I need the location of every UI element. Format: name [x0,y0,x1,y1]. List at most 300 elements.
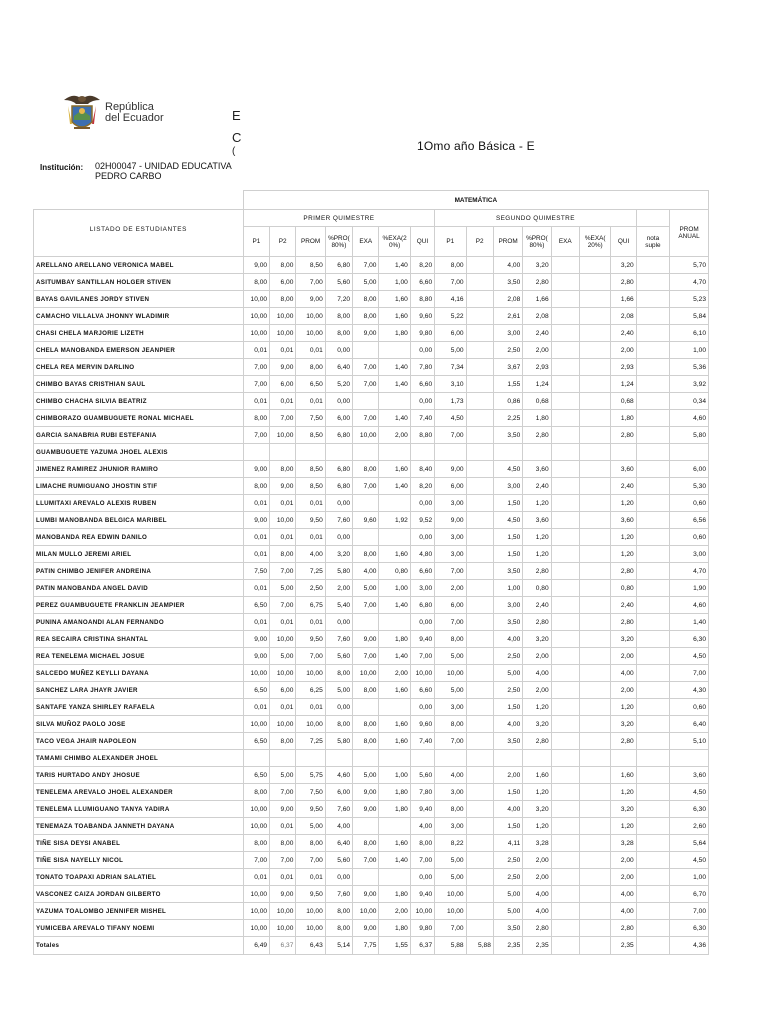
grade-cell: 2,50 [493,342,522,359]
grade-cell: 5,80 [325,563,352,580]
student-name: LLUMITAXI AREVALO ALEXIS RUBEN [34,495,244,512]
grade-cell [466,750,493,767]
grade-cell: 0,01 [270,393,296,410]
grade-cell: 0,00 [410,393,434,410]
grade-cell [435,444,466,461]
student-name: TENEMAZA TOABANDA JANNETH DAYANA [34,818,244,835]
grade-cell: 8,40 [410,461,434,478]
grade-cell: 9,80 [410,325,434,342]
grade-cell: 7,20 [325,291,352,308]
table-row [34,903,709,920]
grade-cell: 6,50 [296,376,325,393]
student-name: JIMENEZ RAMIREZ JHUNIOR RAMIRO [34,461,244,478]
grade-cell: 3,50 [493,614,522,631]
grade-cell: 3,00 [435,529,466,546]
grade-cell [636,699,669,716]
grade-cell: 0,01 [296,393,325,410]
grade-cell [636,274,669,291]
grade-cell: 4,00 [611,665,636,682]
grade-cell: 7,00 [270,852,296,869]
student-name: CHELA REA MERVIN DARLINO [34,359,244,376]
grade-cell: 0,01 [296,614,325,631]
grade-cell: 4,36 [670,937,709,955]
grade-cell: 7,80 [410,784,434,801]
grade-cell: 9,00 [296,291,325,308]
grade-cell [579,614,610,631]
grade-cell: 9,40 [410,631,434,648]
student-name: CAMACHO VILLALVA JHONNY WLADIMIR [34,308,244,325]
grade-cell: 4,00 [493,631,522,648]
grade-cell: 0,80 [379,563,410,580]
grade-cell [551,325,579,342]
grade-cell [551,801,579,818]
grade-cell: 3,60 [670,767,709,784]
grade-cell [636,563,669,580]
grade-cell [579,699,610,716]
grade-cell: 8,00 [353,835,379,852]
table-row [34,376,709,393]
grade-cell [466,903,493,920]
student-name: TONATO TOAPAXI ADRIAN SALATIEL [34,869,244,886]
grade-cell: 6,40 [670,716,709,733]
grade-cell: 9,00 [353,801,379,818]
grade-cell: 1,50 [493,699,522,716]
grade-cell: 9,00 [353,325,379,342]
grade-cell: 4,00 [296,546,325,563]
grade-cell [636,342,669,359]
grade-cell: 6,50 [243,597,269,614]
grade-cell: 7,00 [270,410,296,427]
grade-cell: 0,00 [325,699,352,716]
grade-cell: 3,60 [611,461,636,478]
subject-header: MATEMÁTICA [243,191,708,210]
grade-cell [551,461,579,478]
grade-cell: 10,00 [296,920,325,937]
grade-cell: 1,60 [379,835,410,852]
table-row [34,359,709,376]
grade-cell [353,750,379,767]
grade-cell: 5,75 [296,767,325,784]
grade-cell: 2,00 [435,580,466,597]
grade-cell: 10,00 [243,291,269,308]
grade-cell: 4,30 [670,682,709,699]
grade-cell: 8,00 [243,274,269,291]
grade-cell: 4,00 [435,767,466,784]
grade-cell: 5,80 [670,427,709,444]
col-header: %EXA(2 0%) [379,227,410,257]
grade-cell [579,359,610,376]
grade-cell: 0,00 [410,529,434,546]
grade-cell: 10,00 [270,427,296,444]
grade-cell [579,937,610,955]
grade-cell [466,733,493,750]
grade-cell: 1,20 [611,529,636,546]
grade-cell: 10,00 [243,920,269,937]
table-row [34,665,709,682]
grade-cell: 9,00 [353,920,379,937]
grade-cell: 5,22 [435,308,466,325]
grade-cell [551,495,579,512]
grade-cell: 8,00 [270,733,296,750]
grade-cell: 1,40 [379,597,410,614]
grade-cell: 3,60 [523,461,551,478]
grade-cell: 2,00 [523,852,551,869]
grade-cell: 10,00 [270,631,296,648]
grades-table [33,190,709,955]
grade-cell [579,257,610,274]
grade-cell: 0,80 [523,580,551,597]
grade-cell [379,393,410,410]
grade-cell: 0,01 [270,869,296,886]
grade-cell [670,750,709,767]
grade-cell: 0,01 [270,614,296,631]
grade-cell: 2,08 [493,291,522,308]
grade-cell [579,461,610,478]
grade-cell [611,444,636,461]
grade-cell [551,920,579,937]
table-row [34,325,709,342]
grade-cell: 7,00 [243,427,269,444]
grade-cell: 8,00 [296,359,325,376]
grade-cell [551,478,579,495]
grade-cell: 10,00 [435,886,466,903]
grade-cell: 5,00 [493,903,522,920]
grade-cell: 1,20 [611,818,636,835]
grade-cell [551,682,579,699]
grade-cell [551,784,579,801]
grade-cell [551,903,579,920]
grade-cell [466,444,493,461]
grade-cell: 1,00 [379,767,410,784]
grade-cell: 0,00 [410,869,434,886]
grade-cell: 2,40 [611,597,636,614]
grade-cell: 10,00 [270,308,296,325]
grade-cell [551,835,579,852]
grade-cell: 7,80 [410,359,434,376]
student-name: BAYAS GAVILANES JORDY STIVEN [34,291,244,308]
grade-cell: 6,70 [670,886,709,903]
grade-cell [353,342,379,359]
student-name: TACO VEGA JHAIR NAPOLEON [34,733,244,750]
grade-cell: 6,80 [325,461,352,478]
col-header: P2 [270,227,296,257]
grade-cell: 9,50 [296,801,325,818]
grade-cell: 0,01 [270,495,296,512]
grade-cell: 0,00 [410,614,434,631]
truncated-title-letter: ( [232,146,236,157]
grade-cell: 10,00 [243,665,269,682]
student-name: PATIN MANOBANDA ANGEL DAVID [34,580,244,597]
table-row [34,699,709,716]
grade-cell: 1,50 [493,529,522,546]
grade-cell [466,546,493,563]
grade-cell [243,444,269,461]
grade-cell: 2,93 [611,359,636,376]
grade-cell [636,614,669,631]
grade-cell: 2,08 [523,308,551,325]
table-row [34,920,709,937]
grade-cell [636,580,669,597]
grade-cell: 1,80 [611,410,636,427]
grade-cell: 8,00 [353,308,379,325]
grade-cell: 8,00 [353,733,379,750]
student-name: TENELEMA AREVALO JHOEL ALEXANDER [34,784,244,801]
grade-cell: 6,00 [435,597,466,614]
grade-cell: 2,50 [493,682,522,699]
grade-cell: 5,70 [670,257,709,274]
grade-cell [636,427,669,444]
grade-cell: 0,00 [325,393,352,410]
table-row [34,410,709,427]
grade-cell: 8,80 [410,291,434,308]
grade-cell [636,257,669,274]
grade-cell [551,631,579,648]
grade-cell: 10,00 [435,665,466,682]
student-name: CHELA MANOBANDA EMERSON JEANPIER [34,342,244,359]
grade-cell [579,886,610,903]
grade-cell [611,750,636,767]
grade-cell [551,818,579,835]
grade-cell [466,257,493,274]
grade-cell [636,835,669,852]
grade-cell: 3,00 [435,784,466,801]
grade-cell: 10,00 [270,512,296,529]
table-row [34,291,709,308]
grade-cell [353,818,379,835]
grade-cell [551,342,579,359]
grade-cell [466,495,493,512]
grade-cell: 6,80 [325,427,352,444]
student-name: TIÑE SISA DEYSI ANABEL [34,835,244,852]
grade-cell [466,784,493,801]
grade-cell [636,750,669,767]
grade-cell [579,716,610,733]
grade-cell: 8,00 [435,631,466,648]
student-name: SILVA MUÑOZ PAOLO JOSE [34,716,244,733]
grade-cell [466,359,493,376]
logo-text [105,102,164,124]
grade-cell: 1,24 [523,376,551,393]
grade-cell: 0,01 [270,342,296,359]
grade-cell: 1,20 [523,529,551,546]
grade-cell [466,886,493,903]
grade-cell: 1,24 [611,376,636,393]
grade-cell: 8,00 [435,801,466,818]
grade-cell: 9,00 [353,886,379,903]
grade-cell: 4,00 [611,886,636,903]
grade-cell: 7,00 [296,648,325,665]
grade-cell [353,869,379,886]
grade-cell: 4,70 [670,274,709,291]
grade-cell: 10,00 [296,903,325,920]
student-name: TIÑE SISA NAYELLY NICOL [34,852,244,869]
grade-cell: 2,40 [523,597,551,614]
grade-cell [551,444,579,461]
grade-cell: 7,40 [410,733,434,750]
grade-cell: 1,50 [493,784,522,801]
grade-cell [579,546,610,563]
grade-cell: 2,61 [493,308,522,325]
grade-cell: 9,00 [243,512,269,529]
grade-cell: 1,66 [523,291,551,308]
grade-cell: 8,00 [353,291,379,308]
first-quimestre-header: PRIMER QUIMESTRE [243,210,434,227]
grade-cell [466,835,493,852]
student-name: MANOBANDA REA EDWIN DANILO [34,529,244,546]
grade-cell: 1,40 [379,257,410,274]
grade-cell: 8,00 [270,546,296,563]
grade-cell: 7,00 [435,427,466,444]
grade-cell [466,393,493,410]
grade-cell: 3,20 [523,801,551,818]
grade-cell: 7,00 [435,733,466,750]
grade-cell: 2,25 [493,410,522,427]
grade-cell [466,682,493,699]
grade-cell: 4,50 [670,648,709,665]
grade-cell: 1,40 [379,410,410,427]
grade-cell: 10,00 [243,903,269,920]
institution-value: 02H00047 - UNIDAD EDUCATIVA PEDRO CARBO [95,161,232,181]
grade-cell: 7,00 [296,852,325,869]
grade-cell: 4,00 [493,716,522,733]
grade-cell [579,427,610,444]
grade-cell: 7,00 [270,563,296,580]
grade-cell: 8,00 [325,920,352,937]
grade-cell [579,512,610,529]
grade-cell: 1,80 [379,631,410,648]
grade-cell: 1,20 [611,699,636,716]
grade-cell: 10,00 [270,716,296,733]
grade-cell [466,478,493,495]
grade-cell: 6,30 [670,631,709,648]
table-row [34,342,709,359]
grade-cell: 6,30 [670,920,709,937]
col-header: PROM [493,227,522,257]
grade-cell [551,376,579,393]
grade-cell: 10,00 [353,903,379,920]
totals-row [34,937,709,955]
grade-cell: 2,93 [523,359,551,376]
grade-cell: 7,00 [353,852,379,869]
grade-cell [551,291,579,308]
grade-cell [551,767,579,784]
grade-cell: 7,00 [435,274,466,291]
grade-cell: 0,00 [325,614,352,631]
grade-cell: 6,00 [270,682,296,699]
grade-cell: 4,00 [523,665,551,682]
grade-cell: 4,50 [493,461,522,478]
grade-cell: 4,00 [353,563,379,580]
grade-cell: 6,60 [410,376,434,393]
grade-cell: 0,86 [493,393,522,410]
table-row [34,308,709,325]
grade-cell: 7,75 [353,937,379,955]
grade-cell: 6,80 [410,597,434,614]
grade-cell: 8,50 [296,478,325,495]
table-row [34,512,709,529]
grade-cell: 4,80 [410,546,434,563]
grade-cell: 4,60 [325,767,352,784]
grade-cell: 1,60 [379,733,410,750]
grade-cell: 10,00 [243,801,269,818]
table-row [34,869,709,886]
grade-cell: 3,00 [670,546,709,563]
student-name: PUNINA AMANOANDI ALAN FERNANDO [34,614,244,631]
grade-cell: 0,01 [243,869,269,886]
grade-cell: 8,00 [325,903,352,920]
grade-cell [551,529,579,546]
grade-cell: 8,00 [353,461,379,478]
grade-cell: 9,50 [296,512,325,529]
grade-cell: 0,60 [670,529,709,546]
grade-title: 1Omo año Básica - E [417,139,535,153]
grade-cell: 6,30 [670,801,709,818]
grade-cell: 0,01 [243,342,269,359]
grade-cell: 3,00 [435,818,466,835]
table-row [34,835,709,852]
grade-cell: 1,80 [379,801,410,818]
student-name: REA TENELEMA MICHAEL JOSUE [34,648,244,665]
grade-cell [636,291,669,308]
grade-cell [579,767,610,784]
grade-cell: 3,20 [523,716,551,733]
grade-cell: 9,00 [243,461,269,478]
grade-cell: 7,00 [243,852,269,869]
grade-cell: 4,11 [493,835,522,852]
table-row [34,274,709,291]
grade-cell [579,308,610,325]
grade-cell [466,563,493,580]
grade-cell: 1,55 [379,937,410,955]
grade-cell: 3,20 [611,716,636,733]
grade-cell [551,546,579,563]
grade-cell: 8,00 [325,716,352,733]
grade-cell: 3,28 [523,835,551,852]
table-row [34,461,709,478]
grade-cell: 8,00 [435,257,466,274]
student-name: GARCIA SANABRIA RUBI ESTEFANIA [34,427,244,444]
grade-cell: 0,01 [296,529,325,546]
student-name: PEREZ GUAMBUGUETE FRANKLIN JEAMPIER [34,597,244,614]
student-name: YUMICEBA AREVALO TIFANY NOEMI [34,920,244,937]
grade-cell: 2,80 [611,733,636,750]
grade-cell: 3,50 [493,274,522,291]
col-header: PROM [296,227,325,257]
grade-cell [636,733,669,750]
table-row [34,631,709,648]
truncated-title-letter: E [232,108,241,123]
grade-cell: 3,50 [493,563,522,580]
grade-cell [579,444,610,461]
grade-cell: 2,50 [493,869,522,886]
grade-cell: 1,60 [379,546,410,563]
col-header: P1 [243,227,269,257]
grade-cell: 0,01 [243,614,269,631]
grade-cell [579,631,610,648]
grade-cell: 7,00 [353,376,379,393]
grade-cell: 8,22 [435,835,466,852]
grade-cell: 1,40 [379,478,410,495]
grade-cell [551,580,579,597]
grade-cell: 0,01 [243,529,269,546]
grade-cell: 6,00 [270,376,296,393]
grade-cell [353,393,379,410]
grade-cell: 2,50 [493,648,522,665]
grade-cell: 2,35 [493,937,522,955]
grade-cell: 7,40 [410,410,434,427]
grade-cell: 8,50 [296,427,325,444]
grade-cell: 5,14 [325,937,352,955]
